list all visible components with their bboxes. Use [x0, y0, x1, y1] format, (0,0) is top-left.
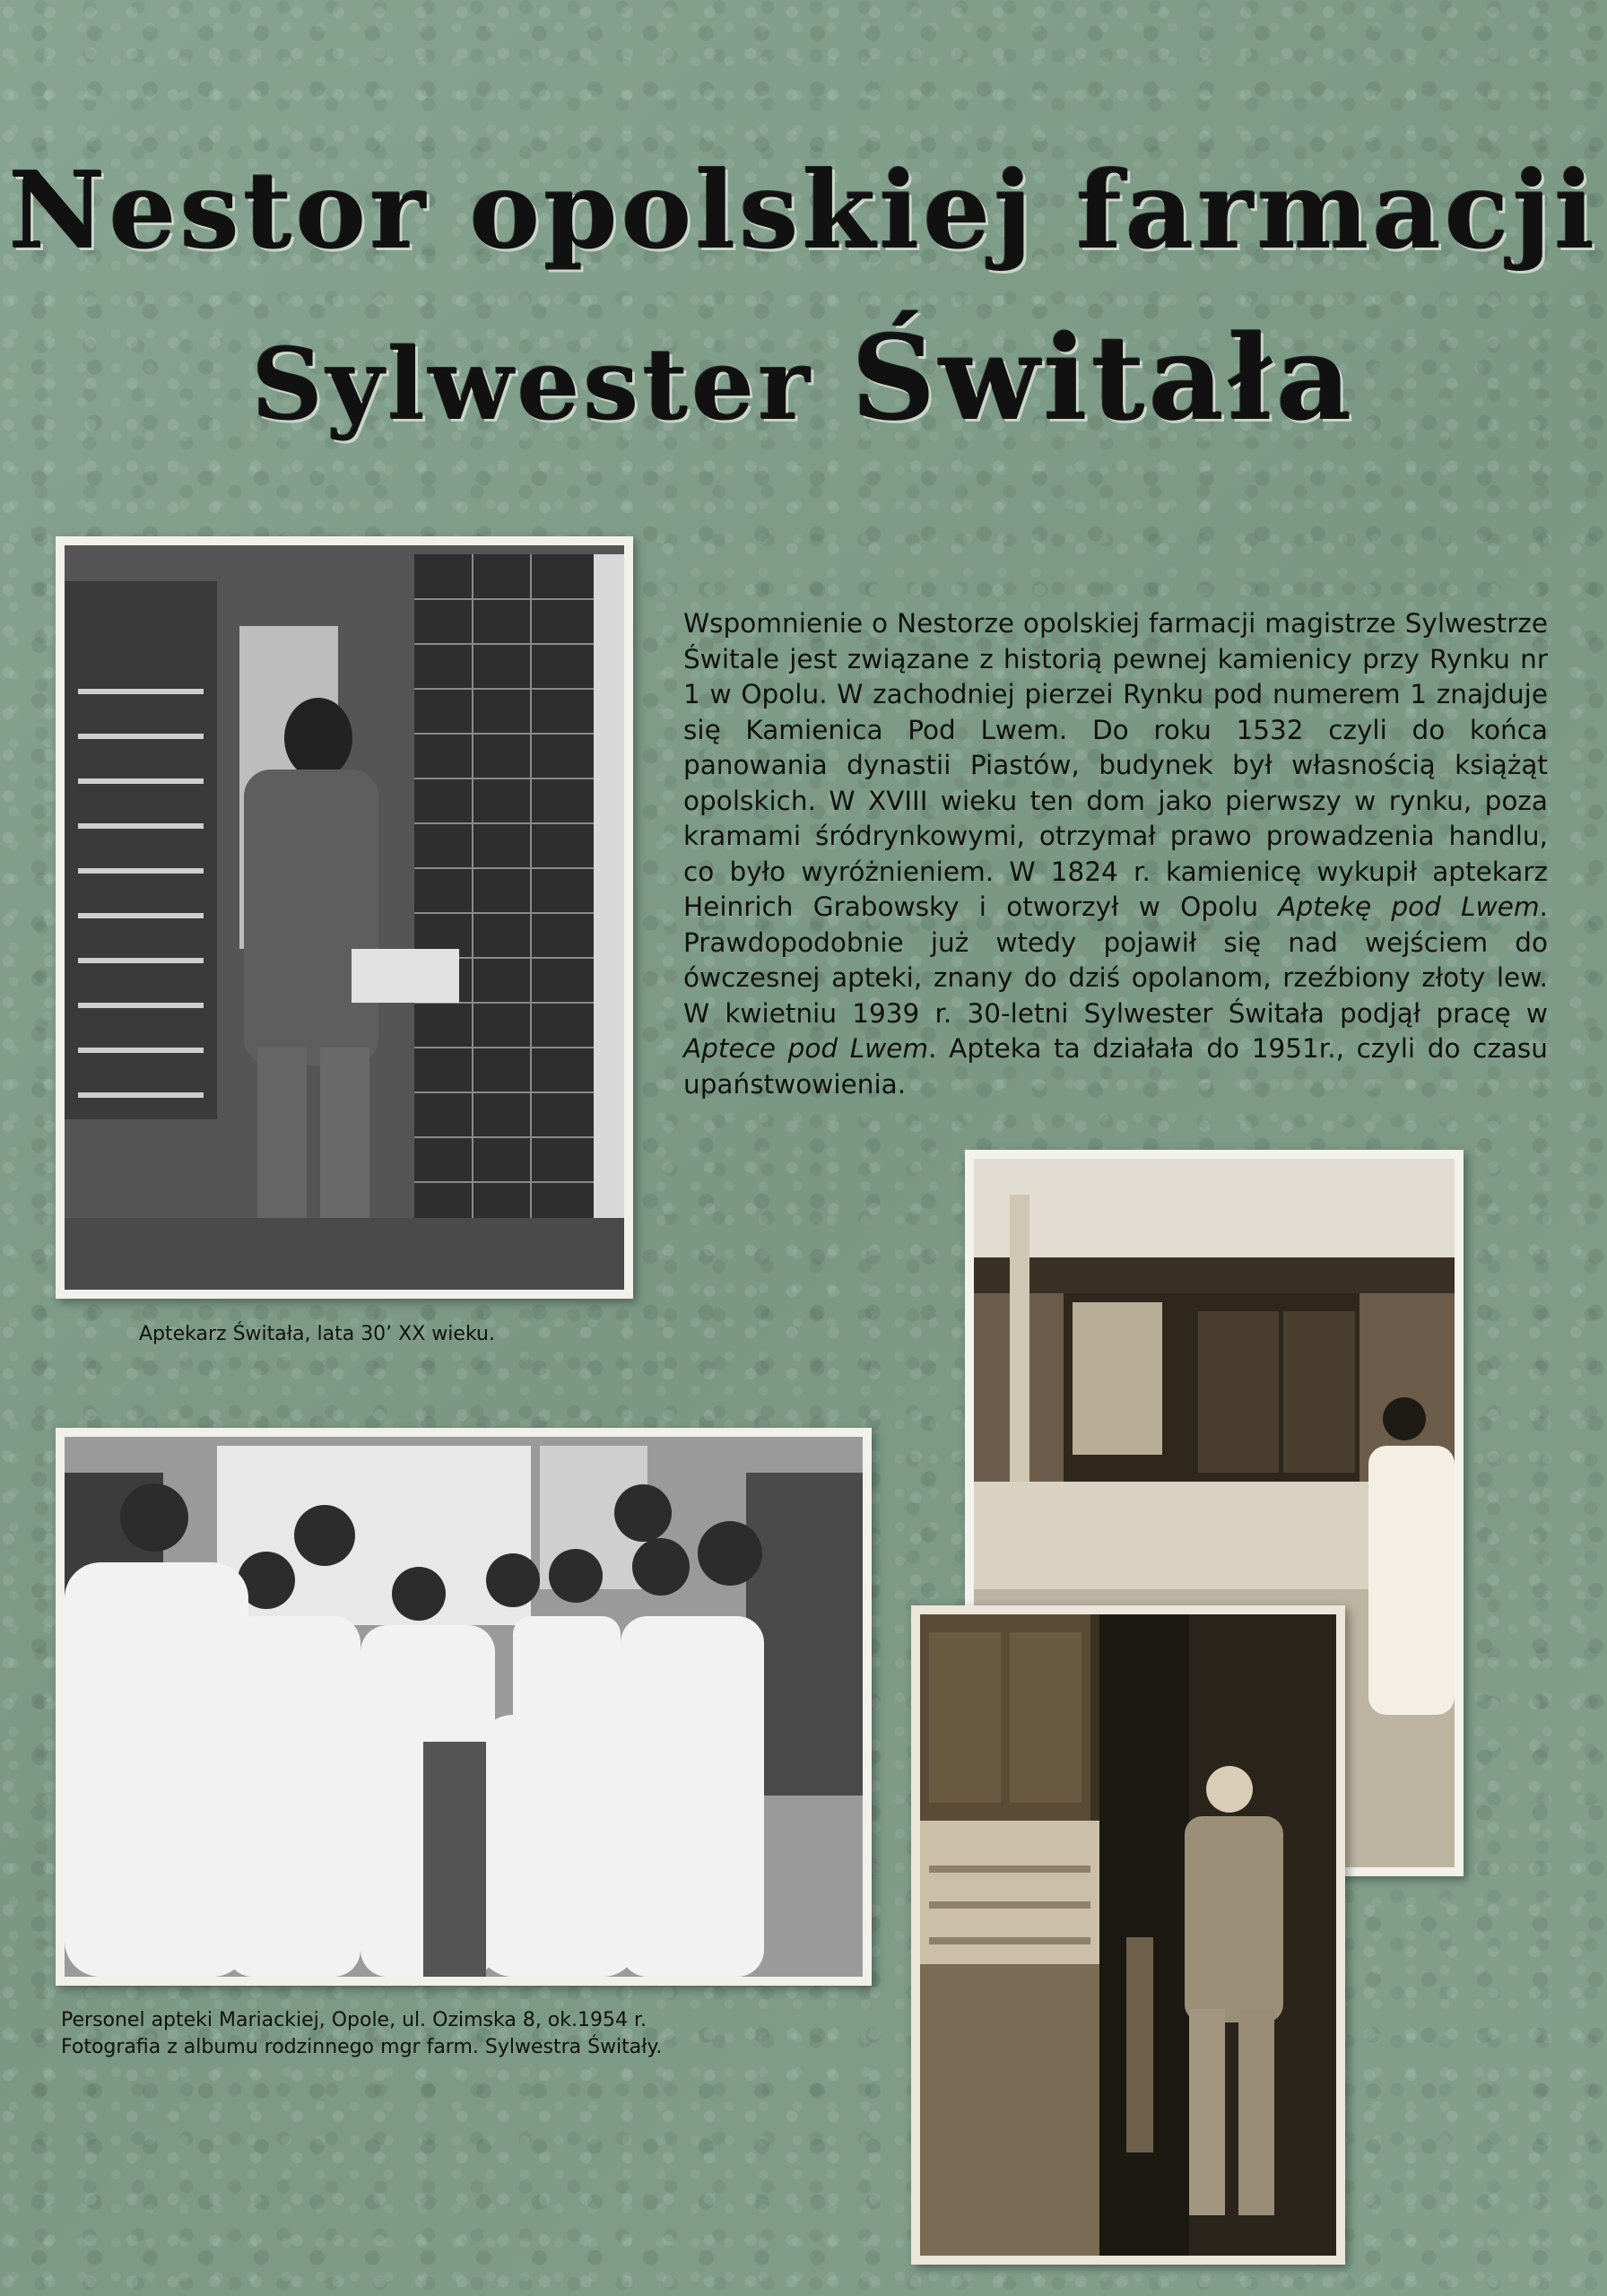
photo-man-in-suit [911, 1605, 1345, 2265]
caption-photo-staff-line2: Fotografia z albumu rodzinnego mgr farm. Sylwestra Świtały. [61, 2036, 663, 2058]
article-text-part2: . Prawdopodobnie już wtedy pojawił się nad wejściem do ówczesnej apteki, znany do dziś opolanom, rzeźbiony złoty lew. W kwietniu 1939 r. 30-letni Sylwester Świtała podjął pracę w [683, 891, 1549, 1029]
title-first-name: Sylwester [251, 326, 852, 442]
photo-pharmacy-staff-group [56, 1428, 872, 1986]
photo-man-in-suit-image [920, 1614, 1336, 2256]
photo-pharmacist-drawers-svg [65, 545, 624, 1290]
caption-photo-pharmacist: Aptekarz Świtała, lata 30’ XX wieku. [139, 1323, 495, 1345]
photo-pharmacy-staff-group-image [65, 1437, 863, 1977]
poster-title-line1: Nestor opolskiej farmacji [8, 148, 1599, 273]
caption-photo-staff-line1: Personel apteki Mariackiej, Opole, ul. Ozimska 8, ok.1954 r. [61, 2009, 647, 2031]
photo-pharmacy-staff-group-svg [65, 1437, 863, 1977]
article-text [683, 606, 1548, 1102]
article-italic-apteka2: Aptece pod Lwem [683, 1033, 929, 1064]
poster-title-line2 [0, 309, 1607, 447]
article-italic-apteka1: Aptekę pod Lwem [1278, 891, 1540, 922]
article-text-part3: . Apteka ta działała do 1951r., czyli do czasu upaństwowienia. [683, 1033, 1548, 1100]
title-surname: Świtała [851, 309, 1356, 447]
caption-photo-staff [61, 2007, 662, 2061]
photo-pharmacist-drawers-image [65, 545, 624, 1290]
photo-pharmacist-drawers [56, 536, 633, 1299]
article-text-part1: Wspomnienie o Nestorze opolskiej farmacji magistrze Sylwestrze Świtale jest związane z historią pewnej kamienicy przy Rynku nr 1 w Opolu. W zachodniej pierzei Rynku pod numerem 1 znajduje się Kamienica Pod Lwem. Do roku 1532 czyli do końca panowania dynastii Piastów, budynek był własnością książąt opolskich. W XVIII wieku ten dom jako pierwszy w rynku, poza kramami śródrynkowymi, otrzymał prawo prowadzenia handlu, co było wyróżnieniem. W 1824 r. kamienicę wykupił aptekarz Heinrich Grabowsky i otworzył w Opolu [683, 608, 1548, 922]
photo-man-in-suit-svg [920, 1614, 1336, 2256]
